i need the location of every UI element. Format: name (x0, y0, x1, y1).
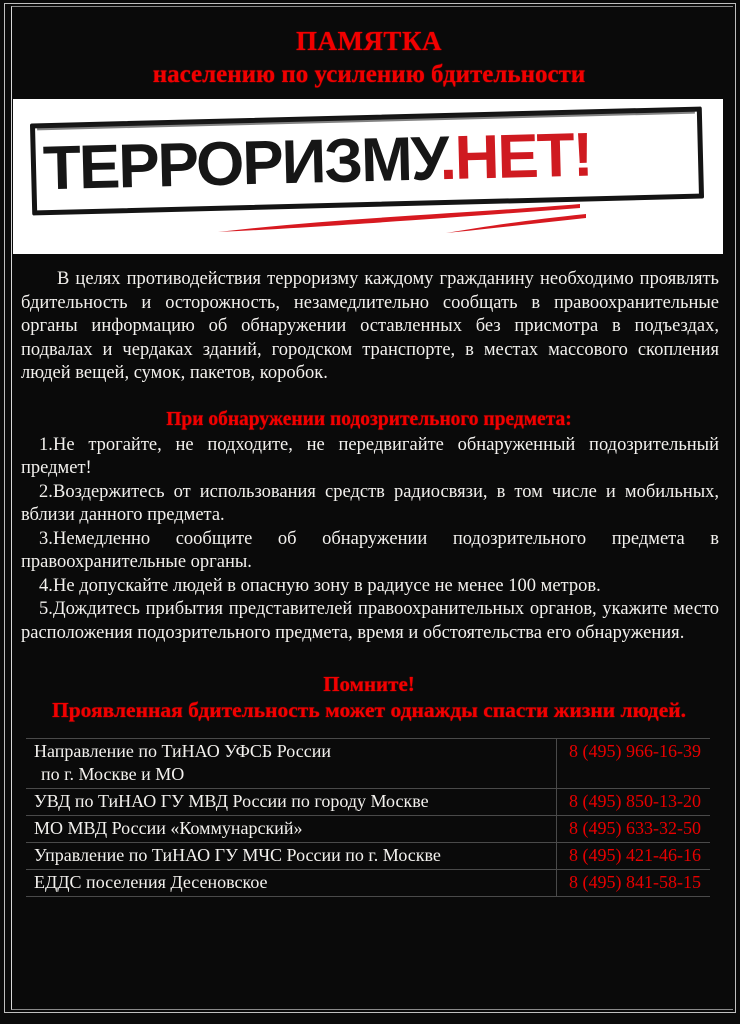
step-text: Воздержитесь от использования средств радиосвязи, в том числе и мобильных, вблизи данного предмета. (21, 481, 719, 525)
table-row (26, 843, 710, 870)
intro-paragraph: В целях противодействия терроризму каждому гражданину необходимо проявлять бдительность и осторожность, незамедлительно сообщать в правоохранительные органы информацию об обнаружении оставленных без присмотра в подъездах, подвалах и чердаках зданий, городском транспорте, в местах массового скопления людей вещей, сумок, пакетов, коробок. (21, 269, 719, 383)
remember-title: Помните! (323, 672, 415, 696)
step-text: Не допускайте людей в опасную зону в радиусе не менее 100 метров. (53, 575, 601, 596)
banner-dot: . (438, 123, 456, 194)
contact-org-line1: Направление по ТиНАО УФСБ России (34, 741, 331, 761)
step-number: 2. (39, 481, 53, 502)
contact-org-line2: по г. Москве и МО (41, 764, 185, 784)
contacts-table (26, 738, 710, 897)
step-text: Немедленно сообщите об обнаружении подозрительного предмета в правоохранительные органы. (21, 528, 719, 572)
terrorism-no-banner (13, 99, 723, 254)
step-number: 3. (39, 528, 53, 549)
step-number: 4. (39, 575, 53, 596)
contact-org: Управление по ТиНАО ГУ МЧС России по г. Москве (26, 843, 557, 870)
contact-org (26, 739, 557, 789)
intro-paragraph-block (21, 254, 719, 386)
step-item (21, 481, 719, 528)
step-item (21, 434, 719, 481)
table-row (26, 789, 710, 816)
step-number: 1. (39, 434, 53, 455)
contact-phone[interactable]: 8 (495) 421-46-16 (557, 843, 711, 870)
title-block (13, 8, 725, 90)
table-row (26, 870, 710, 897)
section-heading-suspicious-object: При обнаружении подозрительного предмета: (166, 408, 572, 430)
step-item (21, 575, 719, 599)
contact-phone[interactable]: 8 (495) 850-13-20 (557, 789, 711, 816)
step-text: Не трогайте, не подходите, не передвигайте обнаруженный подозрительный предмет! (21, 434, 719, 478)
step-text: Дождитесь прибытия представителей правоохранительных органов, укажите место расположения подозрительного предмета, время и обстоятельства его обнаружения. (21, 599, 719, 643)
banner-wordmark (42, 113, 704, 210)
table-row (26, 739, 710, 789)
step-item (21, 598, 719, 645)
remember-block (13, 671, 725, 724)
remember-message: Проявленная бдительность может однажды спасти жизни людей. (51, 698, 686, 722)
contact-org: ЕДДС поселения Десеновское (26, 870, 557, 897)
step-item (21, 528, 719, 575)
contact-org: МО МВД России «Коммунарский» (26, 816, 557, 843)
table-row (26, 816, 710, 843)
step-number: 5. (39, 599, 53, 619)
page-title: ПАМЯТКА (295, 26, 443, 56)
contact-phone[interactable]: 8 (495) 841-58-15 (557, 870, 711, 897)
steps-list (21, 434, 719, 646)
contact-phone[interactable]: 8 (495) 966-16-39 (557, 739, 711, 789)
contact-phone[interactable]: 8 (495) 633-32-50 (557, 816, 711, 843)
poster-content (13, 8, 725, 897)
banner-word-net: НЕТ! (453, 120, 593, 193)
banner-word-terrorizmu: ТЕРРОРИЗМУ (42, 124, 441, 204)
contact-org: УВД по ТиНАО ГУ МВД России по городу Москве (26, 789, 557, 816)
page-subtitle: населению по усилению бдительности (152, 61, 586, 88)
